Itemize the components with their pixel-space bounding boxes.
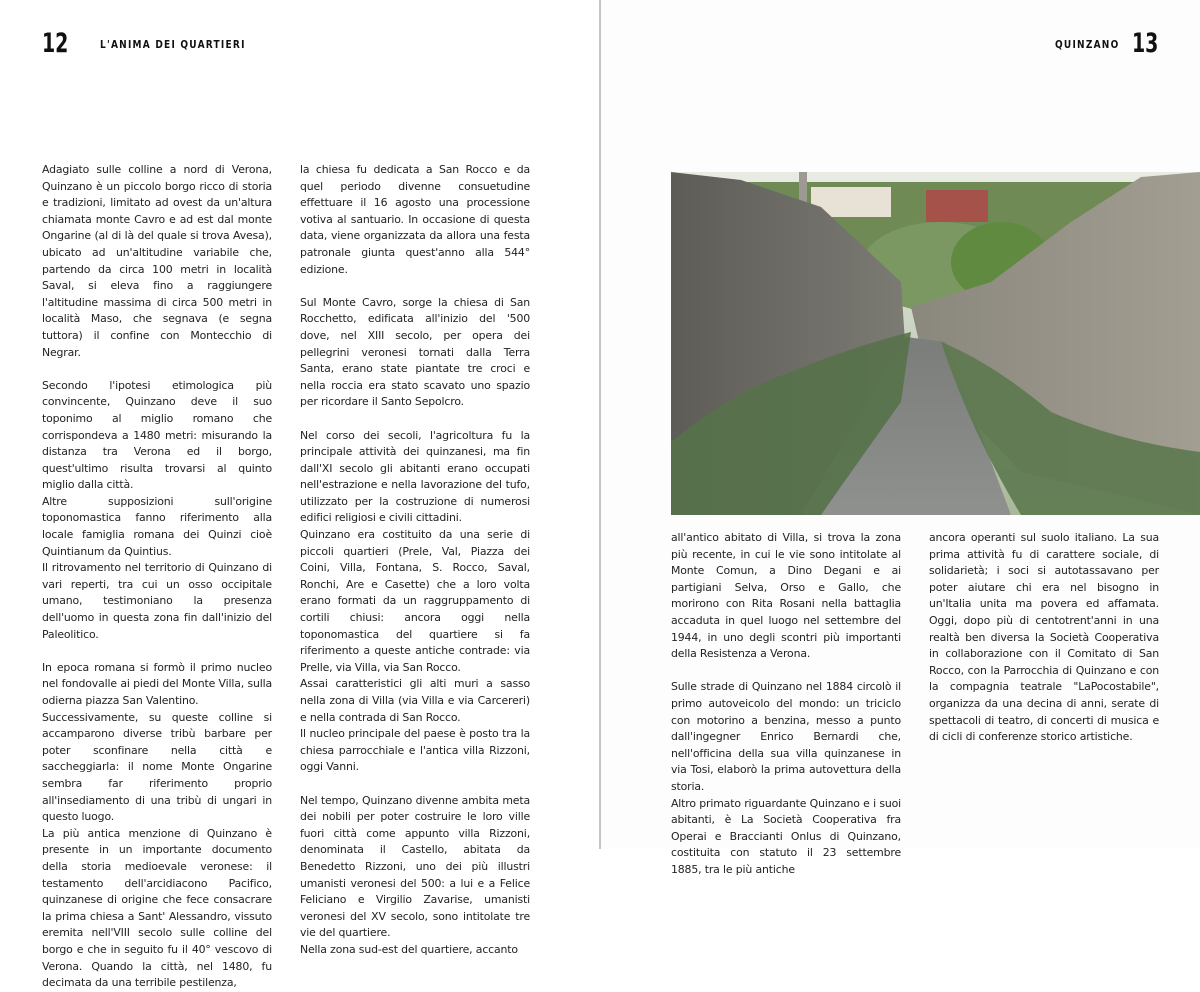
photo-illustration bbox=[671, 172, 1200, 515]
paragraph: Assai caratteristici gli alti muri a sasso nella zona di Villa (via Villa e via Carcereri) e nella contrada di San Rocco. bbox=[300, 677, 530, 724]
paragraph: Sul Monte Cavro, sorge la chiesa di San Rocchetto, edificata all'inizio del '500 dove, nel XIII secolo, per opera dei pellegrini veronesi tornati dalla Terra Santa, erano state piantate tre croci e nella roccia era stato scavato uno spazio per ricordare il Santo Sepolcro. bbox=[300, 295, 530, 409]
page-number-left: 12 bbox=[42, 28, 69, 59]
running-head-left: L'ANIMA DEI QUARTIERI bbox=[100, 38, 246, 51]
paragraph: Altro primato riguardante Quinzano e i suoi abitanti, è La Società Cooperativa fra Operai e Braccianti Onlus di Quinzano, costituita con statuto il 23 settembre 1885, tra le più antiche bbox=[671, 796, 901, 876]
paragraph: Sulle strade di Quinzano nel 1884 circolò il primo autoveicolo del mondo: un triciclo con motorino a benzina, messo a punto dall'ingegner Enrico Bernardi che, nell'officina della sua villa quinzanese in via Tosi, elaborò la prima autovettura della storia. bbox=[671, 680, 901, 793]
right-column-2 bbox=[929, 530, 1159, 746]
paragraph: Il nucleo principale del paese è posto tra la chiesa parrocchiale e l'antica villa Rizzoni, oggi Vanni. bbox=[300, 727, 530, 774]
left-column-2 bbox=[300, 162, 530, 959]
paragraph: Il ritrovamento nel territorio di Quinzano di vari reperti, tra cui un osso occipitale umano, testimoniano la presenza dell'uomo in questa zona fin dall'inizio del Paleolitico. bbox=[42, 561, 272, 641]
right-column-1 bbox=[671, 530, 901, 878]
paragraph: Nella zona sud-est del quartiere, accanto bbox=[300, 942, 518, 956]
paragraph: Nel corso dei secoli, l'agricoltura fu la principale attività dei quinzanesi, ma fin dall'XI secolo gli abitanti erano occupati nell'estrazione e nella lavorazione del tufo, utilizzato per la costruzione di numerosi edifici religiosi e civili cittadini. bbox=[300, 428, 530, 525]
left-column-1 bbox=[42, 162, 272, 992]
paragraph: la chiesa fu dedicata a San Rocco e da quel periodo divenne consuetudine effettuare il 16 agosto una processione votiva al santuario. In occasione di questa data, viene organizzata da allora una festa patronale giunta quest'anno alla 544° edizione. bbox=[300, 163, 530, 276]
photo-stone-lane bbox=[671, 172, 1200, 515]
paragraph: Quinzano era costituito da una serie di piccoli quartieri (Prele, Val, Piazza dei Coini, Villa, Fontana, S. Rocco, Saval, Ronchi, Are e Casette) che a loro volta erano formati da un raggruppamento di cortili chiusi: ancora oggi nella toponomastica del quartiere si fa riferimento a queste antiche contrade: via Prelle, via Villa, via San Rocco. bbox=[300, 528, 530, 674]
paragraph: Successivamente, su queste colline si accamparono diverse tribù barbare per poter sconfinare nella città e saccheggiarla: il nome Monte Ongarine sembra far riferimento proprio all'insediamento di una tribù di ungari in questo luogo. bbox=[42, 710, 272, 824]
page-number-right: 13 bbox=[1132, 28, 1159, 59]
left-page bbox=[0, 0, 599, 990]
paragraph: Nel tempo, Quinzano divenne ambita meta dei nobili per poter costruire le loro ville fuori città come appunto villa Rizzoni, denominata il Castello, abitata da Benedetto Rizzoni, uno dei più illustri umanisti veronesi del 500: a lui e a Felice Feliciano e Virgilio Zavarise, umanisti veronesi del XV secolo, sono intitolate tre vie del quartiere. bbox=[300, 793, 530, 940]
photo-house-red bbox=[926, 190, 988, 222]
paragraph: La più antica menzione di Quinzano è presente in un importante documento della storia medioevale veronese: il testamento dell'arcidiacono Pacifico, quinzanese di origine che fece consacrare la prima chiesa a Sant' Alessandro, vissuto eremita nell'VIII secolo sulle colline del borgo e che in seguito fu il 40° vescovo di Verona. Quando la città, nel 1480, fu decimata da una terribile pestilenza, bbox=[42, 826, 272, 990]
paragraph: In epoca romana si formò il primo nucleo nel fondovalle ai piedi del Monte Villa, sulla odierna piazza San Valentino. bbox=[42, 660, 272, 707]
running-head-right: QUINZANO bbox=[1055, 38, 1120, 51]
paragraph: ancora operanti sul suolo italiano. La sua prima attività fu di carattere sociale, di solidarietà; i soci si autotassavano per poter aiutare chi era nel bisogno in un'Italia unita ma povera ed affamata. Oggi, dopo più di centotrent'anni in una realtà ben diversa la Società Cooperativa in collaborazione con il Comitato di San Rocco, con la Parrocchia di Quinzano e con la compagnia teatrale "LaPocostabile", organizza da una decina di anni, serate di spettacoli di teatro, di concerti di musica e di cicli di conferenze storico artistiche. bbox=[929, 531, 1159, 744]
paragraph: Adagiato sulle colline a nord di Verona, Quinzano è un piccolo borgo ricco di storia e tradizioni, limitato ad ovest da un'altura chiamata monte Cavro e ad est dal monte Ongarine (al di là del quale si trova Avesa), ubicato ad un'altitudine variabile che, partendo da circa 100 metri in località Saval, si eleva fino a raggiungere l'altitudine massima di circa 500 metri in località Maso, che segnava (e segna tuttora) il confine con Montecchio di Negrar. bbox=[42, 163, 272, 359]
paragraph: all'antico abitato di Villa, si trova la zona più recente, in cui le vie sono intitolate al Monte Comun, a Dino Degani e ai partigiani Selva, Orso e Gallo, che morirono con Rita Rosani nella battaglia accaduta in quel luogo nel settembre del 1944, in uno degli scontri più importanti della Resistenza a Verona. bbox=[671, 531, 901, 661]
paragraph: Secondo l'ipotesi etimologica più convincente, Quinzano deve il suo toponimo al miglio romano che corrispondeva a 1480 metri: misurando la distanza tra Verona ed il borgo, quest'ultimo risulta trovarsi al quinto miglio dalla città. bbox=[42, 378, 272, 492]
paragraph: Altre supposizioni sull'origine toponomastica fanno riferimento alla locale famiglia romana dei Quinzi cioè Quintianum da Quintius. bbox=[42, 494, 272, 558]
